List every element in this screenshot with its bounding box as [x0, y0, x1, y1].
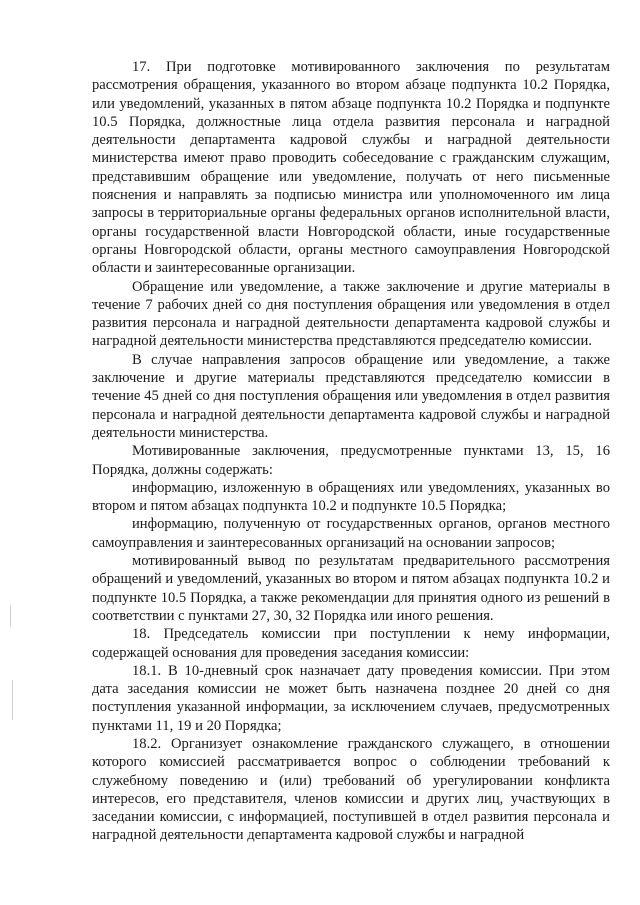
list-item: информацию, изложенную в обращениях или уведомлениях, указанных во втором и пятом абзацах подпункта 10.2 и подпункте 10.5 Порядка;	[92, 479, 610, 515]
subparagraph-18-1: 18.1. В 10-дневный срок назначает дату проведения комиссии. При этом дата заседания комиссии не может быть назначена позднее 20 дней со дня поступления указанной информации, за исключением случаев, предусмотренных пунктами 11, 19 и 20 Порядка;	[92, 662, 610, 734]
document-body	[92, 58, 610, 845]
list-item: информацию, полученную от государственных органов, органов местного самоуправления и заинтересованных организаций на основании запросов;	[92, 516, 610, 551]
paragraph: В случае направления запросов обращение или уведомление, а также заключение и другие материалы представляются председателю комиссии в течение 45 дней со дня поступления обращения или уведомления в отдел развития персонала и наградной деятельности департамента кадровой службы и наградной деятельности министерства.	[92, 351, 610, 441]
list-item: мотивированный вывод по результатам предварительного рассмотрения обращений и уведомлений, указанных во втором и пятом абзацах подпункта 10.2 и подпункте 10.5 Порядка, а также рекомендации для принятия одного из решений в соответствии с пунктами 27, 30, 32 Порядка или иного решения.	[92, 553, 610, 624]
paragraph-17: 17. При подготовке мотивированного заключения по результатам рассмотрения обращения, указанного во втором абзаце подпункта 10.2 Порядка, или уведомлений, указанных в пятом абзаце подпункта 10.2 Порядка и подпункте 10.5 Порядка, должностные лица отдела развития персонала и наградной деятельности департамента кадровой службы и наградной деятельности министерства имеют право проводить собеседование с гражданским служащим, представившим обращение или уведомление, получать от него письменные пояснения и направлять за подписью министра или уполномоченного им лица запросы в территориальные органы федеральных органов исполнительной власти, органы государственной власти Новгородской области, иные государственные органы Новгородской области, органы местного самоуправления Новгородской области и заинтересованные организации.	[92, 59, 610, 277]
scan-margin-mark	[10, 605, 11, 627]
scan-margin-mark	[12, 680, 13, 720]
paragraph-18: 18. Председатель комиссии при поступлении к нему информации, содержащей основания для проведения заседания комиссии:	[92, 626, 610, 661]
paragraph: Мотивированные заключения, предусмотренные пунктами 13, 15, 16 Порядка, должны содержать:	[92, 443, 610, 478]
subparagraph-18-2: 18.2. Организует ознакомление гражданского служащего, в отношении которого комиссией рассматривается вопрос о соблюдении требований к служебному поведению и (или) требований об урегулировании конфликта интересов, его представителя, членов комиссии и других лиц, участвующих в заседании комиссии, с информацией, поступившей в отдел развития персонала и наградной деятельности департамента кадровой службы и наградной	[92, 735, 610, 844]
paragraph: Обращение или уведомление, а также заключение и другие материалы в течение 7 рабочих дней со дня поступления обращения или уведомления в отдел развития персонала и наградной деятельности департамента кадровой службы и наградной деятельности министерства представляются председателю комиссии.	[92, 278, 610, 350]
